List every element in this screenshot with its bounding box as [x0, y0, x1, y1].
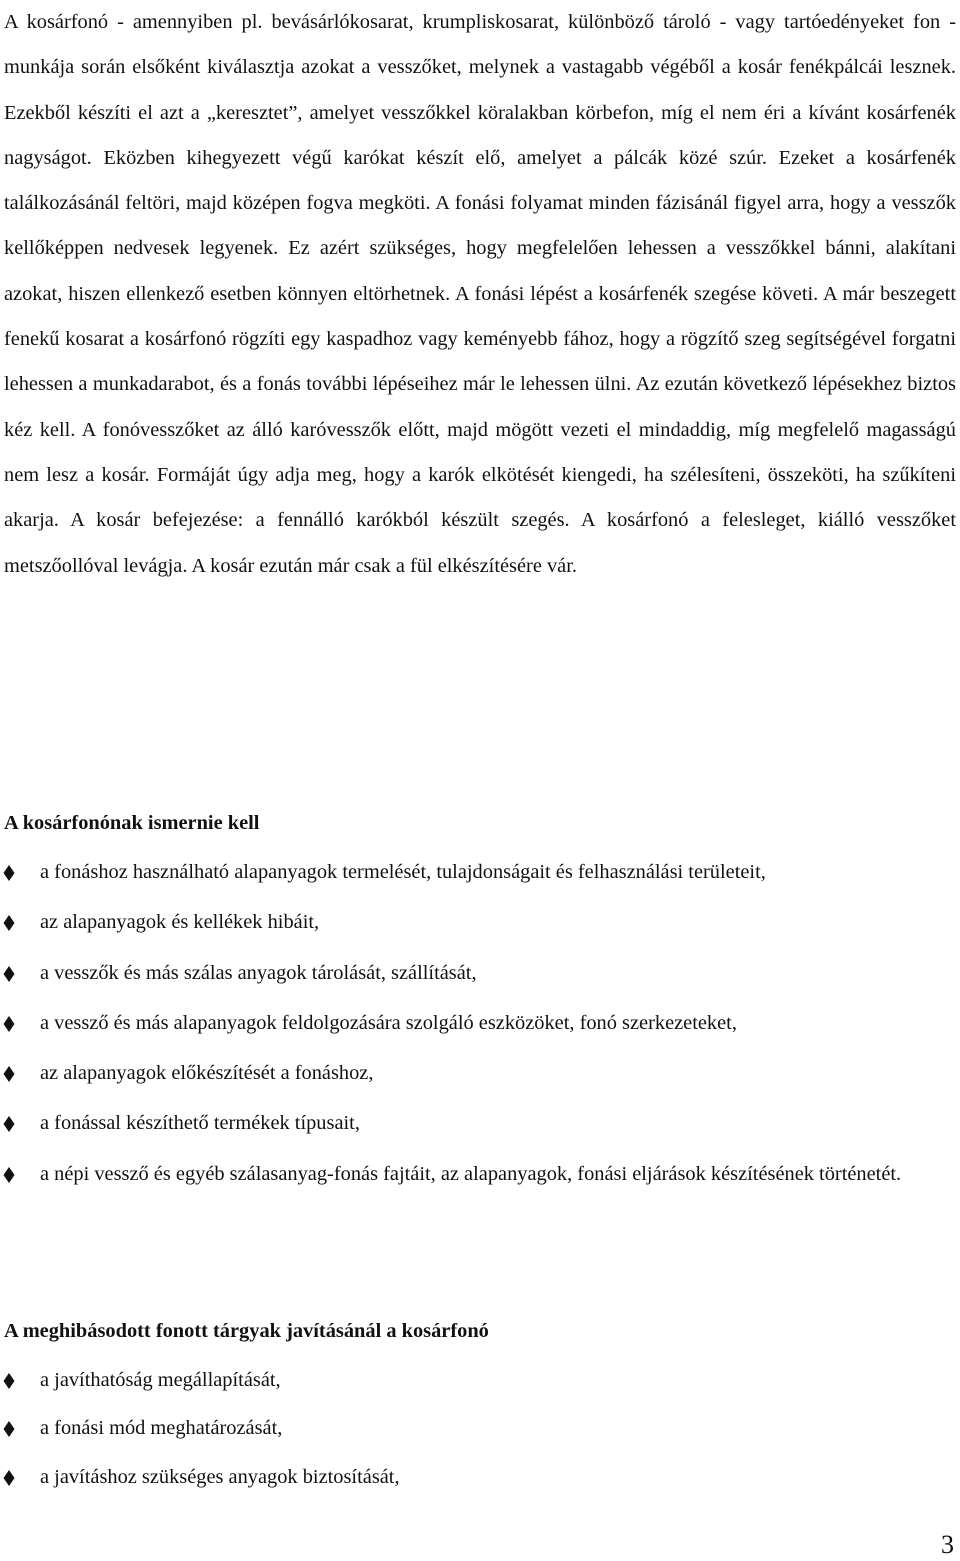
diamond-bullet-icon: [3, 1066, 15, 1082]
list-item-text: az alapanyagok és kellékek hibáit,: [40, 911, 320, 934]
list-item: [0, 1406, 960, 1451]
list-item-text: a javíthatóság megállapítását,: [40, 1369, 281, 1391]
body-paragraph: A kosárfonó - amennyiben pl. bevásárlókosarat, krumpliskosarat, különböző tároló - vagy tartóedényeket fon - munkája során elsőként kiválasztja azokat a vesszőket, melynek a vastagabb végéből a kosár fenékpálcái lesznek. Ezekből készíti el azt a „keresztet”, amelyet vesszőkkel köralakban körbefon, míg el nem éri a kívánt kosárfenék nagyságot. Eközben kihegyezett végű karókat készít elő, amelyet a pálcák közé szúr. Ezeket a kosárfenék találkozásánál feltöri, majd középen fogva megköti. A fonási folyamat minden fázisánál figyel arra, hogy a vesszők kellőképpen nedvesek legyenek. Ez azért szükséges, hogy megfelelően lehessen a vesszőkkel bánni, alakítani azokat, hiszen ellenkező esetben könnyen eltörhetnek. A fonási lépést a kosárfenék szegése követi. A már beszegett fenekű kosarat a kosárfonó rögzíti egy kaspadhoz vagy keményebb fához, hogy a rögzítő szeg segítségével forgatni lehessen a munkadarabot, és a fonás további lépéseihez már le lehessen ülni. Az ezután következő lépésekhez biztos kéz kell. A fonóvesszőket az álló karóvesszők előtt, majd mögött vezeti el mindaddig, míg megfelelő magasságú nem lesz a kosár. Formáját úgy adja meg, hogy a karók elkötését kiengedi, ha szélesíteni, összeköti, ha szűkíteni akarja. A kosár befejezése: a fennálló karókból készült szegés. A kosárfonó a felesleget, kiálló vesszőket metszőollóval levágja. A kosár ezután már csak a fül elkészítésére vár.: [4, 11, 956, 577]
diamond-bullet-icon: [3, 1167, 15, 1183]
diamond-bullet-icon: [3, 966, 15, 982]
list-item-text: a vesszők és más szálas anyagok tárolását, szállítását,: [40, 961, 477, 984]
list-item-text: a népi vessző és egyéb szálasanyag-fonás fajtáit, az alapanyagok, fonási eljárások készítésének történetét.: [40, 1162, 902, 1185]
knowledge-list: [0, 850, 960, 1202]
diamond-bullet-icon: [3, 865, 15, 881]
diamond-bullet-icon: [3, 915, 15, 931]
page-number: 3: [941, 1530, 954, 1559]
list-item-text: a fonási mód meghatározását,: [40, 1417, 283, 1440]
diamond-bullet-icon: [3, 1470, 15, 1486]
list-item-text: az alapanyagok előkészítését a fonáshoz,: [40, 1062, 374, 1085]
diamond-bullet-icon: [3, 1116, 15, 1132]
repair-list: [0, 1358, 960, 1503]
list-item-text: a fonással készíthető termékek típusait,: [40, 1112, 360, 1135]
list-item: [0, 1152, 960, 1197]
list-item: [0, 1101, 960, 1146]
list-item: [0, 1455, 960, 1500]
diamond-bullet-icon: [3, 1016, 15, 1032]
list-item: [0, 1051, 960, 1096]
list-item-text: a vessző és más alapanyagok feldolgozására szolgáló eszközöket, fonó szerkezeteket,: [40, 1011, 737, 1034]
list-item: [0, 951, 960, 996]
list-item-text: a fonáshoz használható alapanyagok termelését, tulajdonságait és felhasználási területeit,: [40, 861, 766, 883]
list-item-text: a javításhoz szükséges anyagok biztosítását,: [40, 1465, 400, 1488]
diamond-bullet-icon: [3, 1373, 15, 1389]
list-item: [0, 1001, 960, 1046]
section-heading-knowledge: A kosárfonónak ismernie kell: [4, 812, 260, 834]
diamond-bullet-icon: [3, 1421, 15, 1437]
section-heading-repair: A meghibásodott fonott tárgyak javításánál a kosárfonó: [4, 1320, 489, 1342]
list-item: [0, 1358, 960, 1403]
list-item: [0, 850, 960, 895]
list-item: [0, 900, 960, 945]
